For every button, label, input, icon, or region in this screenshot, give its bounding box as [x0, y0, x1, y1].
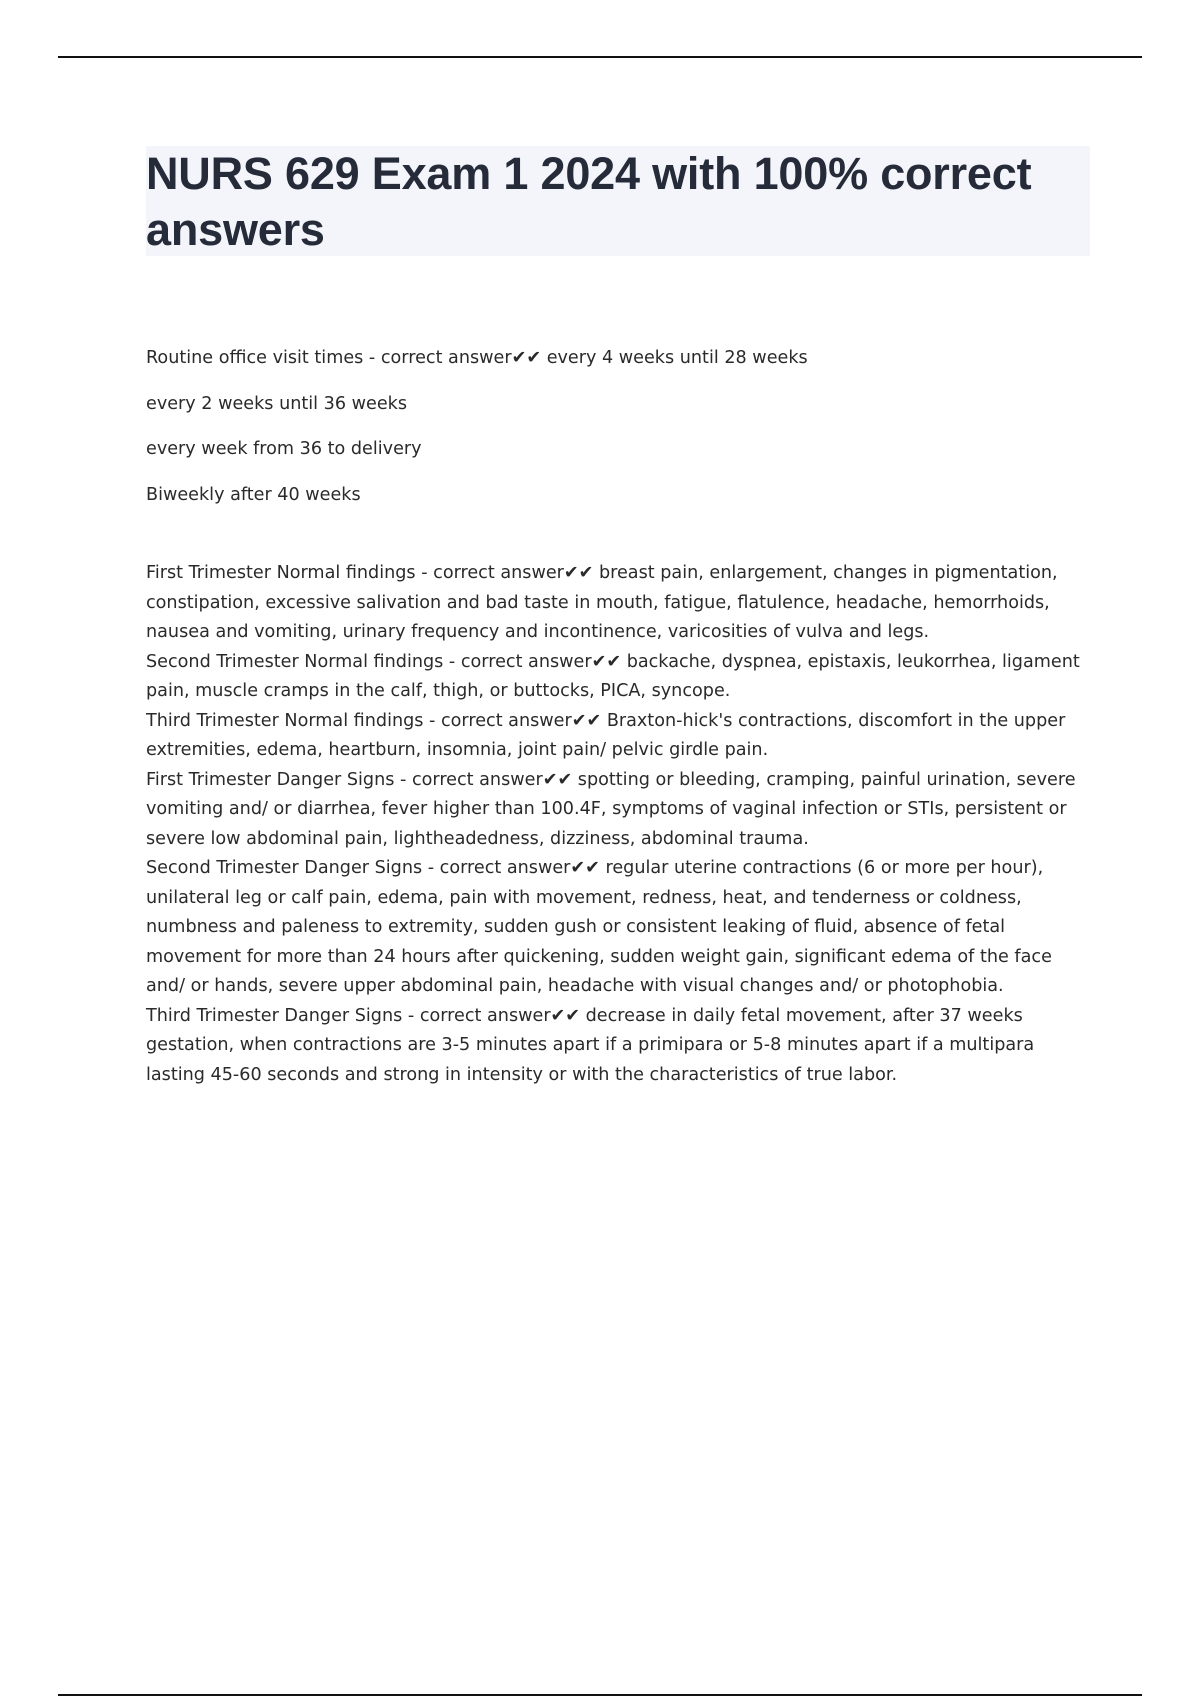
answer-separator: - correct answer✔✔: [422, 858, 606, 878]
question: First Trimester Danger Signs: [146, 769, 395, 790]
question: Second Trimester Danger Signs: [146, 858, 423, 878]
page-title: NURS 629 Exam 1 2024 with 100% correct answers: [146, 148, 1032, 255]
answer-line: every 2 weeks until 36 weeks: [146, 394, 408, 414]
answer-separator: - correct answer✔✔: [415, 563, 599, 583]
answer: backache, dyspnea, epistaxis, leukorrhea, ligament pain, muscle cramps in the calf, thigh, or buttocks, PICA, syncope.: [146, 651, 1080, 701]
answer-separator: - correct answer✔✔: [423, 710, 607, 731]
answer: regular uterine contractions (6 or more per hour), unilateral leg or calf pain, edema, pain with movement, redness, heat, and tenderness or coldness, numbness and paleness to extremity, sudden gush or consistent leaking of fluid, absence of fetal movement for more than 24 hours after quickening, sudden weight gain, significant edema of the face and/ or hands, severe upper abdominal pain, headache with visual changes and/ or photophobia.: [146, 858, 1052, 996]
document-body: [146, 346, 1096, 1090]
question: Routine office visit times: [146, 348, 364, 368]
qa-item-third-trimester-normal: [146, 707, 1096, 766]
answer: decrease in daily fetal movement, after 37 weeks gestation, when contractions are 3-5 minutes apart if a primipara or 5-8 minutes apart if a multipara lasting 45-60 seconds and strong in intensity or with the characteristics of true labor.: [146, 1005, 1035, 1085]
bottom-rule: [58, 1694, 1142, 1696]
qa-item-second-trimester-danger: [146, 854, 1096, 1002]
answer: Braxton-hick's contractions, discomfort in the upper extremities, edema, heartburn, insomnia, joint pain/ pelvic girdle pain.: [146, 710, 1066, 760]
answer-separator: - correct answer✔✔: [394, 769, 578, 790]
qa-item-second-trimester-normal: [146, 648, 1096, 707]
title-block: [146, 146, 1090, 256]
question: First Trimester Normal findings: [146, 563, 416, 583]
qa-item-first-trimester-danger: [146, 766, 1096, 855]
question: Second Trimester Normal findings: [146, 651, 444, 672]
answer-separator: - correct answer✔✔: [443, 651, 627, 672]
question: Third Trimester Danger Signs: [146, 1005, 403, 1026]
answer-separator: - correct answer✔✔: [402, 1005, 586, 1026]
qa-item-third-trimester-danger: [146, 1002, 1096, 1091]
answer-line: Biweekly after 40 weeks: [146, 485, 361, 505]
answer-line: every 4 weeks until 28 weeks: [546, 348, 808, 368]
answer: spotting or bleeding, cramping, painful urination, severe vomiting and/ or diarrhea, fever higher than 100.4F, symptoms of vaginal infection or STIs, persistent or severe low abdominal pain, lightheadedness, dizziness, abdominal trauma.: [146, 769, 1076, 849]
top-rule: [58, 56, 1142, 58]
question: Third Trimester Normal findings: [146, 710, 424, 731]
qa-item-routine-visits: [146, 346, 1096, 370]
answer-separator: - correct answer✔✔: [363, 348, 547, 368]
qa-item-first-trimester-normal: [146, 559, 1096, 648]
answer: breast pain, enlargement, changes in pigmentation, constipation, excessive salivation and bad taste in mouth, fatigue, flatulence, headache, hemorrhoids, nausea and vomiting, urinary frequency and incontinence, varicosities of vulva and legs.: [146, 563, 1058, 642]
answer-line: every week from 36 to delivery: [146, 439, 422, 459]
